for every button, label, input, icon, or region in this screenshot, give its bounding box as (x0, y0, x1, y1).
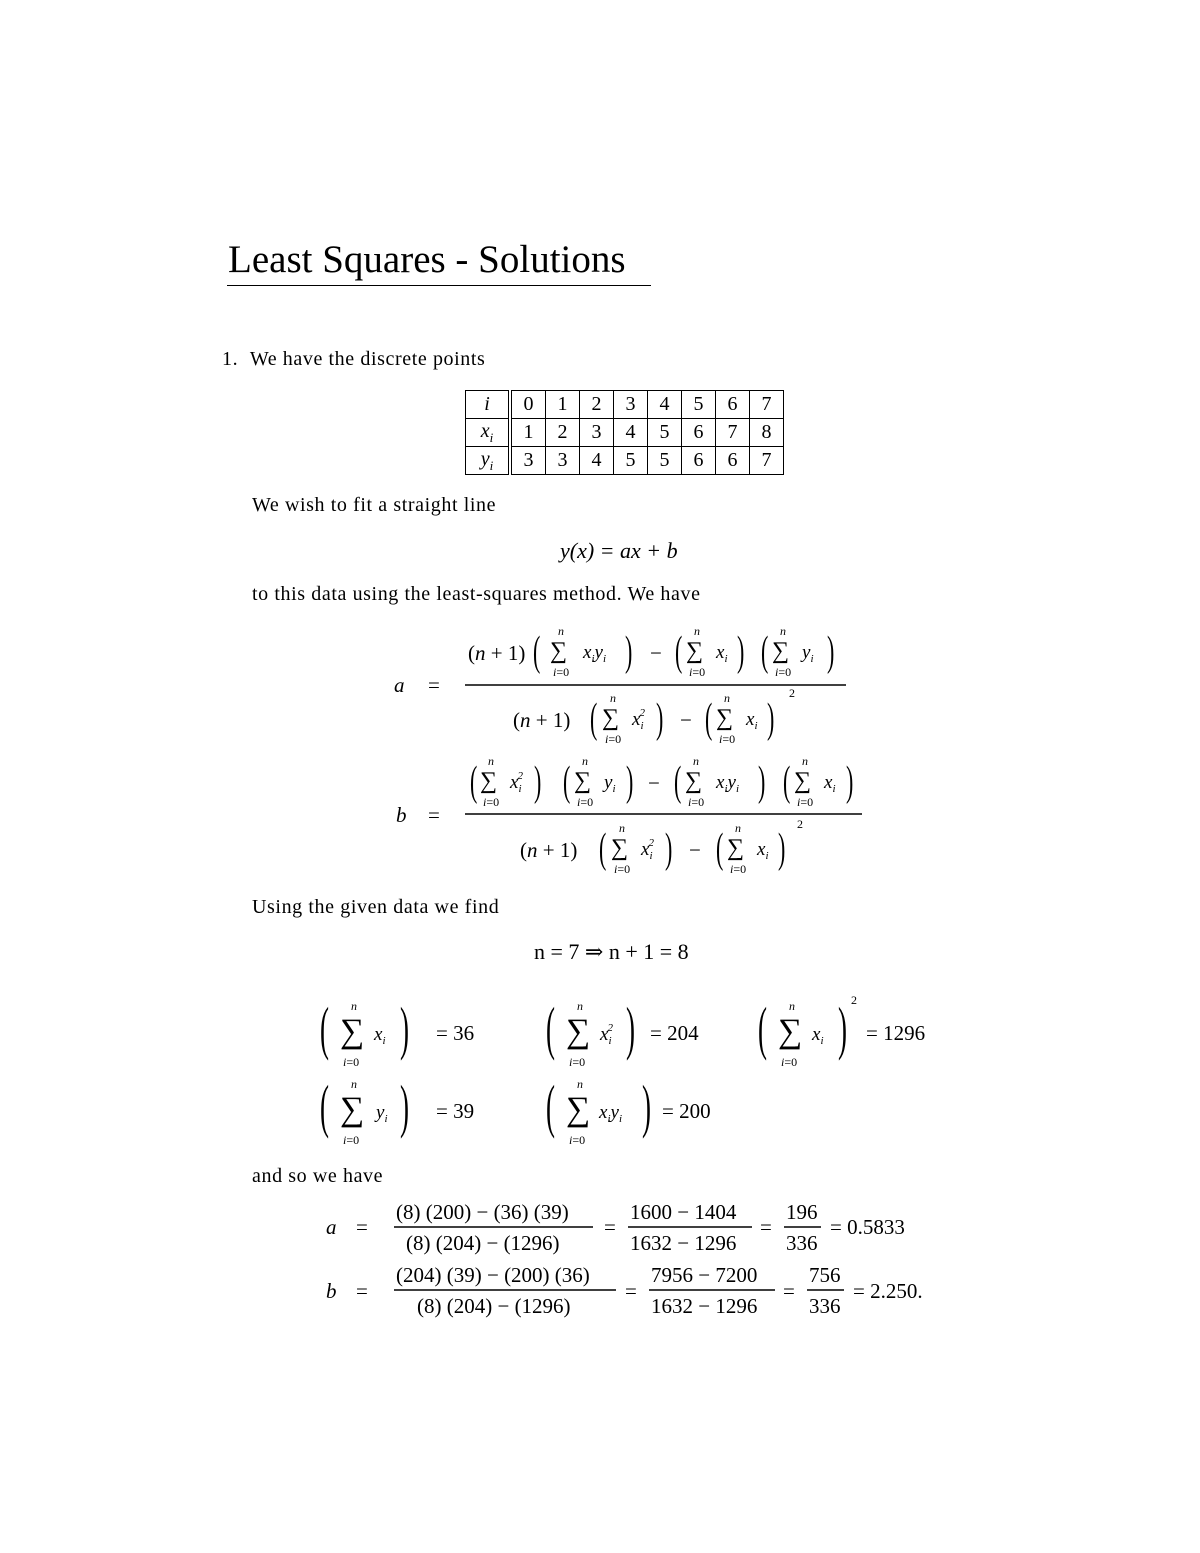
svg-text:i=0: i=0 (614, 862, 631, 876)
svg-text:2: 2 (797, 817, 803, 831)
table-cell: 3 (580, 419, 614, 447)
b-frac3-numerator: 756 (809, 1263, 841, 1287)
svg-text:∑: ∑ (794, 768, 812, 794)
problem-intro (222, 349, 485, 369)
table-cell: 7 (750, 391, 784, 419)
a-frac2-numerator: 1600 − 1404 (630, 1200, 737, 1224)
svg-text:i=0: i=0 (343, 1133, 360, 1147)
table-row (466, 391, 784, 419)
svg-text:∑: ∑ (480, 768, 498, 794)
svg-text:(n + 1): (n + 1) (513, 708, 571, 732)
b-frac3-denominator: 336 (809, 1294, 841, 1318)
svg-text:): ) (767, 695, 775, 743)
svg-text:n: n (488, 754, 494, 768)
svg-text:=: = (783, 1279, 795, 1303)
svg-text:i=0: i=0 (577, 795, 594, 809)
a-frac3-denominator: 336 (786, 1231, 818, 1255)
svg-text:n: n (789, 999, 795, 1013)
svg-text:(: ( (675, 628, 683, 676)
svg-text:=: = (356, 1279, 368, 1303)
svg-text:yi: $y_i$ (604, 772, 616, 795)
a-frac3-numerator: 196 (786, 1200, 818, 1224)
final-computations (318, 1195, 958, 1325)
svg-text:∑: ∑ (550, 638, 568, 664)
svg-text:n: n (619, 821, 625, 835)
b-frac1-numerator: (204) (39) − (200) (36) (396, 1263, 590, 1287)
svg-text:): ) (400, 995, 409, 1061)
svg-text:(: ( (705, 695, 713, 743)
svg-text:): ) (656, 695, 664, 743)
svg-text:i=0: i=0 (688, 795, 705, 809)
svg-text:−: − (680, 708, 692, 732)
svg-text:b: b (396, 803, 407, 827)
svg-text:xi: $x_i$ (374, 1024, 386, 1047)
svg-text:∑: ∑ (340, 1091, 365, 1128)
svg-text:∑: ∑ (611, 835, 629, 861)
svg-text:n: n (351, 999, 357, 1013)
title-underline (227, 285, 651, 286)
svg-text:): ) (846, 758, 854, 806)
table-row (466, 419, 784, 447)
svg-text:n: n (577, 999, 583, 1013)
svg-text:xi: $x_i$ (824, 772, 836, 795)
table-cell: 6 (682, 419, 716, 447)
sum-xy-value: = 200 (662, 1099, 711, 1123)
svg-text:(: ( (590, 695, 598, 743)
table-cell: 3 (614, 391, 648, 419)
table-cell: 3 (510, 447, 546, 475)
and-text: and so we have (252, 1165, 384, 1187)
svg-text:xiyi: $x_iy_i$ (583, 642, 606, 665)
svg-text:n: n (694, 624, 700, 638)
table-cell: 6 (716, 447, 750, 475)
sum-x-value: = 36 (436, 1021, 475, 1045)
table-cell: 2 (580, 391, 614, 419)
svg-text:−: − (648, 771, 660, 795)
svg-text:): ) (400, 1073, 409, 1139)
svg-text:): ) (827, 628, 835, 676)
svg-text:∑: ∑ (716, 705, 734, 731)
svg-text:∑: ∑ (566, 1013, 591, 1050)
svg-text:i=0: i=0 (605, 732, 622, 746)
svg-text:i=0: i=0 (569, 1055, 586, 1069)
svg-text:): ) (838, 995, 847, 1061)
svg-text:i=0: i=0 (775, 665, 792, 679)
b-frac2-numerator: 7956 − 7200 (651, 1263, 758, 1287)
b-result: = 2.250. (853, 1279, 923, 1303)
sum-x-squared-value: = 1296 (866, 1021, 926, 1045)
svg-text:xi2: $x_i2$ (632, 707, 645, 732)
table-cell: 2 (546, 419, 580, 447)
svg-text:∑: ∑ (574, 768, 592, 794)
table-cell: 4 (614, 419, 648, 447)
svg-text:): ) (625, 628, 633, 676)
svg-text:i=0: i=0 (797, 795, 814, 809)
svg-text:n: n (351, 1077, 357, 1091)
svg-text:=: = (760, 1215, 772, 1239)
svg-text:): ) (626, 995, 635, 1061)
svg-text:∑: ∑ (566, 1091, 591, 1128)
svg-text:n: n (693, 754, 699, 768)
given-text: Using the given data we find (252, 896, 500, 918)
a-frac1-numerator: (8) (200) − (36) (39) (396, 1200, 569, 1224)
svg-text:(: ( (320, 995, 329, 1061)
svg-text:n: n (802, 754, 808, 768)
sums-block (318, 990, 958, 1155)
table-cell: 4 (580, 447, 614, 475)
table-cell: 0 (510, 391, 546, 419)
svg-text:xiyi: $x_iy_i$ (716, 772, 739, 795)
svg-text:(: ( (761, 628, 769, 676)
svg-text:=: = (625, 1279, 637, 1303)
b-frac1-denominator: (8) (204) − (1296) (417, 1294, 571, 1318)
table-cell: 8 (750, 419, 784, 447)
n-equation: n = 7 ⇒ n + 1 = 8 (534, 939, 689, 964)
svg-text:xi2: $x_i2$ (510, 770, 523, 795)
line-equation: y(x) = ax + b (560, 538, 678, 563)
data-points-table (465, 390, 784, 475)
table-cell: 3 (546, 447, 580, 475)
sum-y-value: = 39 (436, 1099, 475, 1123)
svg-text:): ) (642, 1073, 651, 1139)
svg-text:(: ( (674, 758, 682, 806)
table-cell: 5 (614, 447, 648, 475)
svg-text:): ) (665, 825, 673, 873)
svg-text:): ) (626, 758, 634, 806)
svg-text:=: = (428, 803, 440, 827)
table-cell: 7 (750, 447, 784, 475)
svg-text:2: 2 (851, 993, 857, 1007)
svg-text:i=0: i=0 (483, 795, 500, 809)
table-cell: 4 (648, 391, 682, 419)
svg-text:=: = (356, 1215, 368, 1239)
page-title: Least Squares - Solutions (228, 238, 626, 281)
a-frac1-denominator: (8) (204) − (1296) (406, 1231, 560, 1255)
intro-text: We have the discrete points (249, 348, 486, 370)
svg-text:∑: ∑ (340, 1013, 365, 1050)
svg-text:): ) (534, 758, 542, 806)
svg-text:(: ( (563, 758, 571, 806)
b-frac2-denominator: 1632 − 1296 (651, 1294, 758, 1318)
svg-text:n: n (558, 624, 564, 638)
table-cell: 6 (682, 447, 716, 475)
svg-text:xi2: $x_i2$ (641, 837, 654, 862)
table-cell: 6 (716, 391, 750, 419)
svg-text:i=0: i=0 (553, 665, 570, 679)
fit-text: We wish to fit a straight line (252, 494, 497, 516)
svg-text:n: n (780, 624, 786, 638)
svg-text:n: n (735, 821, 741, 835)
svg-text:(: ( (758, 995, 767, 1061)
svg-text:(: ( (320, 1073, 329, 1139)
svg-text:): ) (758, 758, 766, 806)
svg-text:a: a (394, 673, 405, 697)
svg-text:2: 2 (789, 686, 795, 700)
svg-text:n: n (610, 691, 616, 705)
svg-text:−: − (650, 641, 662, 665)
svg-text:yi: $y_i$ (802, 642, 814, 665)
svg-text:n: n (582, 754, 588, 768)
svg-text:−: − (689, 838, 701, 862)
row-label-i: i (466, 391, 511, 419)
svg-text:yi: $y_i$ (376, 1102, 388, 1125)
svg-text:(: ( (546, 1073, 555, 1139)
svg-text:i=0: i=0 (719, 732, 736, 746)
a-frac2-denominator: 1632 − 1296 (630, 1231, 737, 1255)
svg-text:xiyi: $x_iy_i$ (599, 1102, 622, 1125)
svg-text:xi: $x_i$ (812, 1024, 824, 1047)
svg-text:n: n (577, 1077, 583, 1091)
row-label-x: $x_i$ (466, 419, 511, 447)
svg-text:xi2: $x_i2$ (600, 1022, 613, 1047)
svg-text:∑: ∑ (602, 705, 620, 731)
svg-text:=: = (428, 673, 440, 697)
table-cell: 5 (682, 391, 716, 419)
svg-text:∑: ∑ (727, 835, 745, 861)
svg-text:∑: ∑ (685, 768, 703, 794)
svg-text:=: = (604, 1215, 616, 1239)
svg-text:(: ( (599, 825, 607, 873)
svg-text:(n + 1): (n + 1) (468, 641, 526, 665)
problem-number: 1. (222, 348, 239, 370)
method-text: to this data using the least-squares method. We have (252, 583, 701, 605)
svg-text:i=0: i=0 (569, 1133, 586, 1147)
a-result: = 0.5833 (830, 1215, 905, 1239)
svg-text:i=0: i=0 (689, 665, 706, 679)
table-cell: 1 (510, 419, 546, 447)
svg-text:(: ( (716, 825, 724, 873)
table-cell: 1 (546, 391, 580, 419)
svg-text:a: a (326, 1215, 337, 1239)
table-cell: 7 (716, 419, 750, 447)
svg-text:(: ( (783, 758, 791, 806)
row-label-y: $y_i$ (466, 447, 511, 475)
svg-text:i=0: i=0 (781, 1055, 798, 1069)
svg-text:∑: ∑ (778, 1013, 803, 1050)
sum-x2-value: = 204 (650, 1021, 699, 1045)
table-row (466, 447, 784, 475)
svg-text:i=0: i=0 (730, 862, 747, 876)
svg-text:xi: $x_i$ (746, 709, 758, 732)
svg-text:∑: ∑ (686, 638, 704, 664)
svg-text:b: b (326, 1279, 337, 1303)
table-cell: 5 (648, 419, 682, 447)
svg-text:i=0: i=0 (343, 1055, 360, 1069)
svg-text:(: ( (470, 758, 478, 806)
least-squares-formulas (380, 615, 880, 895)
svg-text:(n + 1): (n + 1) (520, 838, 578, 862)
svg-text:(: ( (546, 995, 555, 1061)
svg-text:): ) (778, 825, 786, 873)
svg-text:): ) (737, 628, 745, 676)
svg-text:(: ( (533, 628, 541, 676)
table-cell: 5 (648, 447, 682, 475)
svg-text:xi: $x_i$ (757, 839, 769, 862)
svg-text:n: n (724, 691, 730, 705)
svg-text:∑: ∑ (772, 638, 790, 664)
svg-text:xi: $x_i$ (716, 642, 728, 665)
